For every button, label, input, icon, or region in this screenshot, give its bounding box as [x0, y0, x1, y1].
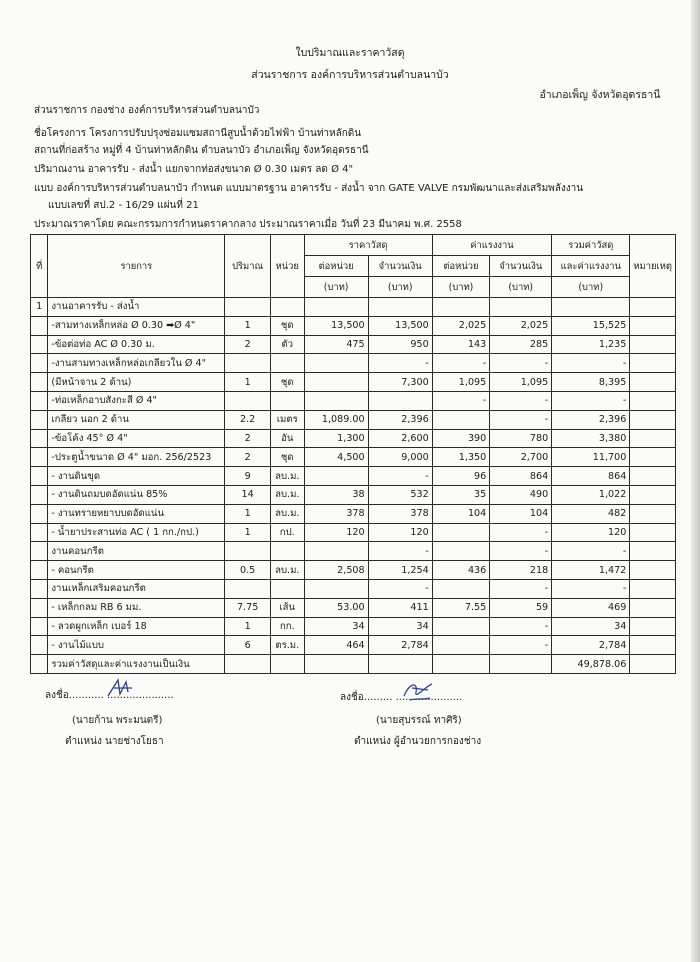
header-labor-unit-price: ต่อหน่วย	[432, 256, 490, 277]
header-item: รายการ	[48, 235, 225, 298]
cell-qty	[225, 542, 271, 561]
cell-qty: 1	[225, 316, 271, 335]
cell-unit: อัน	[270, 429, 304, 448]
design-line: แบบ องค์การบริหารส่วนตำบลนาบัว กำหนด แบบมาตรฐาน อาคารรับ - ส่งน้ำ จาก GATE VALVE กรมพัฒนาและส่งเสริมพลังงาน	[34, 183, 584, 194]
cell-labor-unit-price	[432, 523, 490, 542]
cell-labor-amount: -	[490, 579, 552, 598]
cell-material-unit-price: 120	[304, 523, 368, 542]
cell-item: - งานดินขุด	[48, 467, 225, 486]
cell-qty: 1	[225, 504, 271, 523]
cell-unit: กป.	[270, 523, 304, 542]
header-baht: (บาท)	[304, 277, 368, 298]
cell-material-unit-price: 4,500	[304, 448, 368, 467]
cell-total: -	[552, 391, 630, 410]
cell-material-amount	[368, 391, 432, 410]
cell-total: 49,878.06	[552, 655, 630, 674]
cell-labor-unit-price	[432, 542, 490, 561]
right-signature-line: ลงชื่อ......... .....................	[340, 692, 463, 703]
cell-no	[31, 598, 48, 617]
cell-material-amount: 7,300	[368, 373, 432, 392]
cell-qty	[225, 655, 271, 674]
cell-labor-amount	[490, 298, 552, 317]
department-line: ส่วนราชการ กองช่าง องค์การบริหารส่วนตำบลนาบัว	[34, 105, 260, 116]
cell-labor-amount: 1,095	[490, 373, 552, 392]
cell-no	[31, 504, 48, 523]
cell-remark	[630, 354, 676, 373]
cell-qty: 0.5	[225, 561, 271, 580]
cell-unit: ลบ.ม.	[270, 504, 304, 523]
cell-unit: ตร.ม.	[270, 636, 304, 655]
cell-no	[31, 335, 48, 354]
table-row	[31, 523, 676, 542]
cell-remark	[630, 335, 676, 354]
table-body	[31, 298, 676, 674]
cell-material-amount: 120	[368, 523, 432, 542]
cell-no	[31, 373, 48, 392]
cell-remark	[630, 523, 676, 542]
left-signer-position: ตำแหน่ง นายช่างโยธา	[65, 736, 164, 747]
work-scope-line: ปริมาณงาน อาคารรับ - ส่งน้ำ แยกจากท่อส่งขนาด Ø 0.30 เมตร ลด Ø 4"	[34, 164, 354, 175]
table-row	[31, 561, 676, 580]
cell-material-amount: 34	[368, 617, 432, 636]
cell-material-amount	[368, 298, 432, 317]
table-row	[31, 335, 676, 354]
cell-labor-unit-price	[432, 579, 490, 598]
cell-material-unit-price: 378	[304, 504, 368, 523]
cell-material-amount: -	[368, 542, 432, 561]
cell-labor-amount: -	[490, 542, 552, 561]
cell-labor-amount: -	[490, 354, 552, 373]
cell-item: งานเหล็กเสริมคอนกรีต	[48, 579, 225, 598]
table-row	[31, 448, 676, 467]
cell-labor-amount: 59	[490, 598, 552, 617]
cell-qty: 2	[225, 448, 271, 467]
cell-no	[31, 316, 48, 335]
header-labor-amount: จำนวนเงิน	[490, 256, 552, 277]
cell-labor-unit-price: 1,350	[432, 448, 490, 467]
left-signature-line: ลงชื่อ........... .....................	[45, 690, 174, 701]
cell-unit	[270, 655, 304, 674]
cell-material-unit-price	[304, 373, 368, 392]
header-no: ที่	[31, 235, 48, 298]
header-remark: หมายเหตุ	[630, 235, 676, 298]
cell-unit: เส้น	[270, 598, 304, 617]
cell-item: -งานสามทางเหล็กหล่อเกลียวใน Ø 4"	[48, 354, 225, 373]
cell-no	[31, 636, 48, 655]
cell-material-amount: -	[368, 354, 432, 373]
table-row	[31, 354, 676, 373]
cell-no	[31, 485, 48, 504]
cell-material-amount: 2,784	[368, 636, 432, 655]
cell-remark	[630, 485, 676, 504]
table-row	[31, 429, 676, 448]
cell-labor-unit-price	[432, 617, 490, 636]
cell-material-amount: 411	[368, 598, 432, 617]
cell-labor-amount: -	[490, 617, 552, 636]
cell-total: 864	[552, 467, 630, 486]
cell-no	[31, 655, 48, 674]
estimate-date-line: ประมาณราคาโดย คณะกรรมการกำหนดราคากลาง ประมาณราคาเมื่อ วันที่ 23 มีนาคม พ.ศ. 2558	[34, 219, 462, 230]
agency-line: ส่วนราชการ องค์การบริหารส่วนตำบลนาบัว	[251, 69, 449, 81]
cell-item: -ท่อเหล็กอาบสังกะสี Ø 4"	[48, 391, 225, 410]
cell-qty: 9	[225, 467, 271, 486]
cell-material-unit-price	[304, 579, 368, 598]
cell-labor-amount: -	[490, 523, 552, 542]
header-material-unit-price: ต่อหน่วย	[304, 256, 368, 277]
cell-total: 3,380	[552, 429, 630, 448]
table-row	[31, 298, 676, 317]
cell-qty	[225, 298, 271, 317]
cell-remark	[630, 636, 676, 655]
cell-item: เกลียว นอก 2 ด้าน	[48, 410, 225, 429]
cell-remark	[630, 298, 676, 317]
cell-labor-amount: -	[490, 391, 552, 410]
cell-unit: ลบ.ม.	[270, 467, 304, 486]
cell-unit	[270, 579, 304, 598]
cell-total: 1,235	[552, 335, 630, 354]
cell-item: - เหล็กกลม RB 6 มม.	[48, 598, 225, 617]
cell-labor-amount: 2,700	[490, 448, 552, 467]
cell-no: 1	[31, 298, 48, 317]
cell-remark	[630, 617, 676, 636]
cell-labor-unit-price: 96	[432, 467, 490, 486]
cell-labor-unit-price: 143	[432, 335, 490, 354]
table-row	[31, 655, 676, 674]
cell-remark	[630, 410, 676, 429]
cell-labor-unit-price: 390	[432, 429, 490, 448]
cell-labor-unit-price: 1,095	[432, 373, 490, 392]
cell-total: 120	[552, 523, 630, 542]
header-total-line2: และค่าแรงงาน	[552, 256, 630, 277]
cell-item: -ข้อโค้ง 45° Ø 4"	[48, 429, 225, 448]
cell-remark	[630, 561, 676, 580]
cell-no	[31, 391, 48, 410]
table-row	[31, 579, 676, 598]
cell-labor-amount: 864	[490, 467, 552, 486]
cell-no	[31, 429, 48, 448]
table-row	[31, 467, 676, 486]
cell-qty	[225, 354, 271, 373]
header-labor-group: ค่าแรงงาน	[432, 235, 551, 256]
cell-qty: 7.75	[225, 598, 271, 617]
cell-unit: ตัว	[270, 335, 304, 354]
cell-qty: 2	[225, 429, 271, 448]
cell-item: รวมค่าวัสดุและค่าแรงงานเป็นเงิน	[48, 655, 225, 674]
cell-total: 15,525	[552, 316, 630, 335]
cell-material-unit-price: 38	[304, 485, 368, 504]
table-row	[31, 636, 676, 655]
cell-labor-unit-price: 104	[432, 504, 490, 523]
cell-unit	[270, 354, 304, 373]
cell-no	[31, 579, 48, 598]
table-row	[31, 391, 676, 410]
cell-material-unit-price: 1,300	[304, 429, 368, 448]
cell-qty: 2	[225, 335, 271, 354]
cell-no	[31, 523, 48, 542]
cell-total: 2,784	[552, 636, 630, 655]
left-signature-scribble	[104, 676, 138, 700]
cell-unit: ชุด	[270, 373, 304, 392]
cell-material-amount: 378	[368, 504, 432, 523]
cell-material-unit-price	[304, 298, 368, 317]
cell-total: -	[552, 579, 630, 598]
header-baht: (บาท)	[490, 277, 552, 298]
cell-material-amount: 9,000	[368, 448, 432, 467]
cell-unit: ชุด	[270, 316, 304, 335]
cell-material-amount	[368, 655, 432, 674]
cell-no	[31, 467, 48, 486]
cell-labor-unit-price: 35	[432, 485, 490, 504]
document-title: ใบปริมาณและราคาวัสดุ	[295, 47, 405, 59]
cell-item: (มีหน้าจาน 2 ด้าน)	[48, 373, 225, 392]
cell-material-unit-price: 2,508	[304, 561, 368, 580]
cell-labor-unit-price	[432, 298, 490, 317]
cell-material-unit-price: 464	[304, 636, 368, 655]
cell-remark	[630, 448, 676, 467]
cell-remark	[630, 429, 676, 448]
cell-total: 1,022	[552, 485, 630, 504]
cell-labor-amount: -	[490, 636, 552, 655]
scan-edge	[691, 0, 700, 962]
project-name-line: ชื่อโครงการ โครงการปรับปรุงซ่อมแซมสถานีสูบน้ำด้วยไฟฟ้า บ้านท่าหลักดิน	[34, 128, 362, 139]
cell-remark	[630, 373, 676, 392]
cell-item: - งานไม้แบบ	[48, 636, 225, 655]
right-signature-scribble	[398, 678, 438, 704]
cell-total: 469	[552, 598, 630, 617]
cell-material-amount: 950	[368, 335, 432, 354]
cell-total: -	[552, 542, 630, 561]
cell-unit: ชุด	[270, 448, 304, 467]
cell-unit: ลบ.ม.	[270, 561, 304, 580]
cell-item: - งานดินถมบดอัดแน่น 85%	[48, 485, 225, 504]
header-total-line1: รวมค่าวัสดุ	[552, 235, 630, 256]
table-row	[31, 617, 676, 636]
cell-labor-unit-price: 436	[432, 561, 490, 580]
cell-labor-amount: 2,025	[490, 316, 552, 335]
table-row	[31, 598, 676, 617]
cell-remark	[630, 655, 676, 674]
cell-labor-amount: -	[490, 410, 552, 429]
cell-material-unit-price	[304, 467, 368, 486]
cell-remark	[630, 467, 676, 486]
cell-material-amount: 2,396	[368, 410, 432, 429]
cell-material-unit-price	[304, 542, 368, 561]
header-material-amount: จำนวนเงิน	[368, 256, 432, 277]
table-row	[31, 504, 676, 523]
header-baht: (บาท)	[368, 277, 432, 298]
cell-qty: 14	[225, 485, 271, 504]
cell-item: งานอาคารรับ - ส่งน้ำ	[48, 298, 225, 317]
cell-remark	[630, 598, 676, 617]
cell-unit: กก.	[270, 617, 304, 636]
cell-labor-amount	[490, 655, 552, 674]
header-unit: หน่วย	[270, 235, 304, 298]
cell-labor-amount: 104	[490, 504, 552, 523]
table-row	[31, 485, 676, 504]
header-baht: (บาท)	[552, 277, 630, 298]
cell-labor-unit-price: -	[432, 354, 490, 373]
header-qty: ปริมาณ	[225, 235, 271, 298]
cell-unit	[270, 298, 304, 317]
cell-material-unit-price	[304, 391, 368, 410]
cell-qty: 1	[225, 523, 271, 542]
cell-remark	[630, 504, 676, 523]
cell-material-unit-price: 34	[304, 617, 368, 636]
cell-labor-amount: 285	[490, 335, 552, 354]
cell-labor-amount: 780	[490, 429, 552, 448]
cell-labor-amount: 218	[490, 561, 552, 580]
cell-unit: ลบ.ม.	[270, 485, 304, 504]
cell-labor-unit-price	[432, 410, 490, 429]
cell-item: - น้ำยาประสานท่อ AC ( 1 กก./กป.)	[48, 523, 225, 542]
cell-item: -ประตูน้ำขนาด Ø 4" มอก. 256/2523	[48, 448, 225, 467]
cell-material-amount: -	[368, 467, 432, 486]
cell-total: 34	[552, 617, 630, 636]
cell-material-unit-price: 475	[304, 335, 368, 354]
header-baht: (บาท)	[432, 277, 490, 298]
cell-no	[31, 448, 48, 467]
cell-item: - คอนกรีต	[48, 561, 225, 580]
cell-total: 482	[552, 504, 630, 523]
cell-qty: 6	[225, 636, 271, 655]
cell-qty	[225, 391, 271, 410]
cell-labor-unit-price	[432, 655, 490, 674]
right-signer-name: (นายสุบรรณ์ ทาศิริ)	[376, 715, 462, 726]
cell-remark	[630, 579, 676, 598]
cell-qty: 2.2	[225, 410, 271, 429]
bill-of-quantities-table	[30, 234, 676, 674]
cell-total: -	[552, 354, 630, 373]
cell-total: 2,396	[552, 410, 630, 429]
cell-material-unit-price: 53.00	[304, 598, 368, 617]
cell-material-unit-price: 13,500	[304, 316, 368, 335]
cell-total: 1,472	[552, 561, 630, 580]
cell-item: งานคอนกรีต	[48, 542, 225, 561]
cell-remark	[630, 316, 676, 335]
right-signer-position: ตำแหน่ง ผู้อำนวยการกองช่าง	[354, 736, 482, 747]
cell-total: 8,395	[552, 373, 630, 392]
cell-unit: เมตร	[270, 410, 304, 429]
cell-material-amount: 532	[368, 485, 432, 504]
cell-material-amount: 2,600	[368, 429, 432, 448]
header-material-group: ราคาวัสดุ	[304, 235, 432, 256]
cell-unit	[270, 542, 304, 561]
cell-no	[31, 354, 48, 373]
cell-remark	[630, 542, 676, 561]
drawing-number-line: แบบเลขที่ สป.2 - 16/29 แผ่นที่ 21	[48, 200, 199, 211]
cell-material-unit-price: 1,089.00	[304, 410, 368, 429]
cell-item: -สามทางเหล็กหล่อ Ø 0.30 ➡Ø 4"	[48, 316, 225, 335]
cell-labor-unit-price	[432, 636, 490, 655]
cell-labor-unit-price: -	[432, 391, 490, 410]
cell-no	[31, 410, 48, 429]
cell-remark	[630, 391, 676, 410]
cell-item: - งานทรายหยาบบดอัดแน่น	[48, 504, 225, 523]
cell-item: -ข้อต่อท่อ AC Ø 0.30 ม.	[48, 335, 225, 354]
location-line: สถานที่ก่อสร้าง หมู่ที่ 4 บ้านท่าหลักดิน ตำบลนาบัว อำเภอเพ็ญ จังหวัดอุดรธานี	[34, 145, 369, 156]
left-signer-name: (นายก้าน พระมนตรี)	[72, 715, 163, 726]
cell-labor-unit-price: 2,025	[432, 316, 490, 335]
table-row	[31, 316, 676, 335]
table-row	[31, 373, 676, 392]
cell-labor-amount: 490	[490, 485, 552, 504]
cell-qty: 1	[225, 373, 271, 392]
cell-item: - ลวดผูกเหล็ก เบอร์ 18	[48, 617, 225, 636]
cell-unit	[270, 391, 304, 410]
cell-total: 11,700	[552, 448, 630, 467]
cell-material-unit-price	[304, 354, 368, 373]
cell-no	[31, 561, 48, 580]
cell-material-amount: 1,254	[368, 561, 432, 580]
cell-material-amount: -	[368, 579, 432, 598]
cell-qty	[225, 579, 271, 598]
cell-labor-unit-price: 7.55	[432, 598, 490, 617]
table-row	[31, 410, 676, 429]
cell-total	[552, 298, 630, 317]
cell-material-unit-price	[304, 655, 368, 674]
cell-no	[31, 542, 48, 561]
district-line: อำเภอเพ็ญ จังหวัดอุดรธานี	[539, 89, 661, 101]
table-row	[31, 542, 676, 561]
cell-qty: 1	[225, 617, 271, 636]
cell-no	[31, 617, 48, 636]
cell-material-amount: 13,500	[368, 316, 432, 335]
